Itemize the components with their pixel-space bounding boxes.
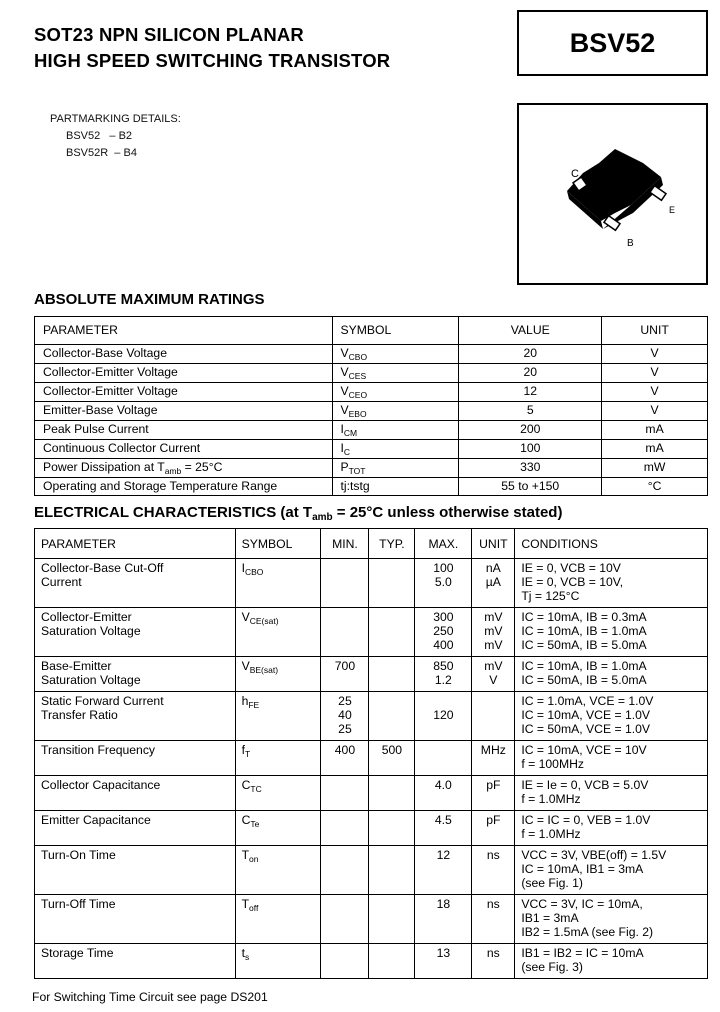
- max-value: 12: [436, 848, 451, 862]
- cell-max: [415, 776, 472, 811]
- symbol-text: V: [241, 610, 250, 624]
- symbol-text: I: [340, 441, 344, 455]
- symbol-subscript: C: [343, 447, 351, 457]
- parameter-subscript: amb: [164, 466, 182, 476]
- parameter-text: Collector-Base Voltage: [43, 346, 167, 360]
- typ-value: 500: [381, 743, 403, 757]
- cell-value: 20: [459, 364, 602, 383]
- cell-parameter: [35, 608, 236, 657]
- cell-typ: [369, 776, 415, 811]
- max-value: 4.0: [434, 778, 452, 792]
- cell-parameter: [35, 364, 333, 383]
- parameter-line: Saturation Voltage: [41, 624, 141, 638]
- condition-line: IC = IC = 0, VEB = 1.0V: [521, 813, 651, 827]
- condition-line: IE = 0, VCB = 10V,: [521, 575, 624, 589]
- part-number-box: [517, 10, 708, 76]
- condition-line: IC = 1.0mA, VCE = 1.0V: [521, 694, 654, 708]
- cell-parameter: [35, 776, 236, 811]
- cell-parameter: [35, 657, 236, 692]
- parameter-line: Saturation Voltage: [41, 673, 141, 687]
- parameter-line: Collector-Base Cut-Off: [41, 561, 164, 575]
- title-line-2: HIGH SPEED SWITCHING TRANSISTOR: [34, 50, 391, 71]
- table-row: [35, 345, 708, 364]
- parameter-line: Transition Frequency: [41, 743, 156, 757]
- footer-note: For Switching Time Circuit see page DS201: [32, 990, 268, 1004]
- cell-symbol: [332, 440, 459, 459]
- cell-parameter: [35, 459, 333, 478]
- cell-parameter: [35, 478, 333, 496]
- col-symbol: SYMBOL: [332, 317, 459, 345]
- cell-symbol: [332, 345, 459, 364]
- max-value: 850: [433, 659, 454, 673]
- max-value: 400: [433, 638, 454, 652]
- parameter-text: Power Dissipation at T: [43, 460, 165, 474]
- max-value: 120: [433, 708, 454, 722]
- condition-line: (see Fig. 1): [521, 876, 583, 890]
- symbol-subscript: CBO: [244, 567, 264, 577]
- cell-unit: V: [602, 402, 708, 421]
- symbol-text: I: [241, 561, 245, 575]
- unit-value: ns: [486, 897, 500, 911]
- table-row: [35, 944, 708, 979]
- cell-symbol: [235, 895, 321, 944]
- page-title: [34, 22, 390, 74]
- parameter-text: Operating and Storage Temperature Range: [43, 479, 278, 493]
- parameter-line: Collector-Emitter: [41, 610, 132, 624]
- cell-conditions: [515, 657, 708, 692]
- cell-value: 55 to +150: [459, 478, 602, 496]
- parameter-line: Base-Emitter: [41, 659, 112, 673]
- condition-line: IC = 10mA, IB = 1.0mA: [521, 624, 647, 638]
- cell-min: [321, 944, 369, 979]
- symbol-subscript: CES: [348, 371, 367, 381]
- cell-conditions: [515, 811, 708, 846]
- cell-typ: [369, 741, 415, 776]
- partmarking-row: BSV52R – B4: [66, 147, 137, 159]
- condition-line: IE = 0, VCB = 10V: [521, 561, 621, 575]
- parameter-text: Emitter-Base Voltage: [43, 403, 158, 417]
- cell-symbol: [235, 776, 321, 811]
- cell-symbol: [235, 944, 321, 979]
- cell-symbol: [332, 421, 459, 440]
- condition-line: (see Fig. 3): [521, 960, 583, 974]
- parameter-text: Peak Pulse Current: [43, 422, 149, 436]
- cell-value: 5: [459, 402, 602, 421]
- cell-parameter: [35, 402, 333, 421]
- cell-parameter: [35, 741, 236, 776]
- amr-title: ABSOLUTE MAXIMUM RATINGS: [34, 291, 265, 308]
- condition-line: IC = 50mA, VCE = 1.0V: [521, 722, 651, 736]
- symbol-text: I: [340, 422, 344, 436]
- cell-typ: [369, 895, 415, 944]
- unit-value: pF: [486, 778, 501, 792]
- cell-min: [321, 776, 369, 811]
- cell-min: [321, 608, 369, 657]
- parameter-line: Collector Capacitance: [41, 778, 161, 792]
- cell-parameter: [35, 846, 236, 895]
- cell-value: 100: [459, 440, 602, 459]
- symbol-text: C: [241, 778, 251, 792]
- cell-parameter: [35, 692, 236, 741]
- condition-line: IC = 10mA, IB = 0.3mA: [521, 610, 647, 624]
- parameter-line: Turn-On Time: [41, 848, 116, 862]
- col-parameter: PARAMETER: [35, 317, 333, 345]
- symbol-text: tj:tstg: [340, 479, 370, 493]
- cell-max: [415, 692, 472, 741]
- cell-value: 330: [459, 459, 602, 478]
- cell-unit: V: [602, 383, 708, 402]
- table-row: [35, 402, 708, 421]
- condition-line: IB2 = 1.5mA (see Fig. 2): [521, 925, 654, 939]
- cell-parameter: [35, 944, 236, 979]
- max-value: 300: [433, 610, 454, 624]
- cell-symbol: [235, 811, 321, 846]
- pin-e-label: E: [669, 205, 676, 215]
- symbol-subscript: Te: [250, 819, 260, 829]
- symbol-text: t: [241, 946, 245, 960]
- cell-max: [415, 944, 472, 979]
- col-min: MIN.: [321, 529, 369, 559]
- max-value: 1.2: [434, 673, 452, 687]
- table-row: [35, 776, 708, 811]
- unit-value: pF: [486, 813, 501, 827]
- cell-unit: [472, 895, 515, 944]
- table-row: [35, 478, 708, 496]
- condition-line: IC = 10mA, IB = 1.0mA: [521, 659, 647, 673]
- cell-unit: [472, 559, 515, 608]
- cell-unit: [472, 608, 515, 657]
- table-row: [35, 383, 708, 402]
- ec-title-pre: ELECTRICAL CHARACTERISTICS (at T: [34, 504, 313, 521]
- cell-unit: [472, 811, 515, 846]
- absolute-max-ratings-table: [34, 316, 708, 496]
- parameter-text: Collector-Emitter Voltage: [43, 384, 178, 398]
- cell-max: [415, 657, 472, 692]
- cell-min: [321, 692, 369, 741]
- col-conditions: CONDITIONS: [515, 529, 708, 559]
- partmarking-heading: PARTMARKING DETAILS:: [50, 113, 181, 125]
- unit-value: mV: [484, 638, 503, 652]
- symbol-subscript: FE: [248, 700, 260, 710]
- cell-conditions: [515, 559, 708, 608]
- min-value: 25: [338, 722, 352, 736]
- table-row: [35, 692, 708, 741]
- symbol-subscript: T: [244, 749, 251, 759]
- condition-line: IC = 50mA, IB = 5.0mA: [521, 673, 647, 687]
- cell-symbol: [332, 364, 459, 383]
- symbol-text: V: [340, 365, 349, 379]
- parameter-text: Continuous Collector Current: [43, 441, 201, 455]
- cell-parameter: [35, 421, 333, 440]
- table-row: [35, 421, 708, 440]
- ec-title: [34, 504, 562, 521]
- col-value: VALUE: [459, 317, 602, 345]
- cell-conditions: [515, 944, 708, 979]
- cell-symbol: [235, 846, 321, 895]
- cell-symbol: [235, 692, 321, 741]
- unit-value: V: [489, 673, 498, 687]
- sot23-package-icon: [519, 105, 706, 283]
- cell-min: [321, 657, 369, 692]
- cell-conditions: [515, 692, 708, 741]
- max-value: 4.5: [434, 813, 452, 827]
- cell-max: [415, 741, 472, 776]
- cell-symbol: [332, 478, 459, 496]
- cell-conditions: [515, 741, 708, 776]
- parameter-line: Storage Time: [41, 946, 114, 960]
- min-value: 400: [334, 743, 356, 757]
- symbol-text: P: [340, 460, 349, 474]
- symbol-text: V: [340, 346, 349, 360]
- condition-line: IC = 10mA, VCE = 1.0V: [521, 708, 651, 722]
- parameter-text: Collector-Emitter Voltage: [43, 365, 178, 379]
- table-row: [35, 811, 708, 846]
- cell-parameter: [35, 440, 333, 459]
- symbol-subscript: TOT: [348, 466, 366, 476]
- symbol-text: V: [241, 659, 250, 673]
- parameter-line: Transfer Ratio: [41, 708, 118, 722]
- symbol-text: V: [340, 384, 349, 398]
- cell-parameter: [35, 811, 236, 846]
- unit-value: mV: [484, 659, 503, 673]
- symbol-text: C: [241, 813, 251, 827]
- unit-value: nA: [485, 561, 501, 575]
- cell-typ: [369, 559, 415, 608]
- cell-symbol: [235, 608, 321, 657]
- cell-typ: [369, 608, 415, 657]
- unit-value: mV: [484, 624, 503, 638]
- cell-symbol: [235, 741, 321, 776]
- cell-unit: mW: [602, 459, 708, 478]
- condition-line: f = 100MHz: [521, 757, 584, 771]
- parameter-line: Static Forward Current: [41, 694, 164, 708]
- condition-line: IC = 10mA, IB1 = 3mA: [521, 862, 644, 876]
- min-value: 25: [338, 694, 352, 708]
- unit-value: MHz: [480, 743, 506, 757]
- title-line-1: SOT23 NPN SILICON PLANAR: [34, 24, 304, 45]
- pin-b-label: B: [627, 238, 634, 249]
- cell-unit: V: [602, 364, 708, 383]
- cell-min: [321, 559, 369, 608]
- unit-value: ns: [486, 848, 500, 862]
- cell-unit: mA: [602, 421, 708, 440]
- max-value: 18: [436, 897, 451, 911]
- ec-title-post: = 25°C unless otherwise stated): [332, 504, 563, 521]
- cell-min: [321, 741, 369, 776]
- cell-symbol: [332, 383, 459, 402]
- table-row: [35, 459, 708, 478]
- symbol-subscript: CBO: [348, 352, 368, 362]
- table-header-row: [35, 317, 708, 345]
- cell-symbol: [332, 402, 459, 421]
- symbol-text: h: [241, 694, 249, 708]
- min-value: 700: [334, 659, 356, 673]
- condition-line: f = 1.0MHz: [521, 827, 581, 841]
- symbol-text: V: [340, 403, 349, 417]
- unit-value: ns: [486, 946, 500, 960]
- cell-symbol: [235, 559, 321, 608]
- unit-value: µA: [485, 575, 501, 589]
- cell-parameter: [35, 345, 333, 364]
- cell-max: [415, 895, 472, 944]
- package-illustration: [517, 103, 708, 285]
- cell-min: [321, 846, 369, 895]
- cell-conditions: [515, 846, 708, 895]
- ec-title-sub: amb: [312, 512, 333, 523]
- cell-typ: [369, 944, 415, 979]
- cell-unit: [472, 846, 515, 895]
- parameter-line: Emitter Capacitance: [41, 813, 151, 827]
- cell-conditions: [515, 608, 708, 657]
- symbol-subscript: CE(sat): [249, 616, 279, 626]
- cell-min: [321, 895, 369, 944]
- col-parameter: PARAMETER: [35, 529, 236, 559]
- symbol-text: T: [241, 897, 250, 911]
- symbol-subscript: TC: [250, 784, 262, 794]
- max-value: 5.0: [434, 575, 452, 589]
- condition-line: VCC = 3V, IC = 10mA,: [521, 897, 643, 911]
- condition-line: VCC = 3V, VBE(off) = 1.5V: [521, 848, 667, 862]
- cell-max: [415, 608, 472, 657]
- parameter-line: Turn-Off Time: [41, 897, 116, 911]
- cell-typ: [369, 657, 415, 692]
- cell-value: 20: [459, 345, 602, 364]
- parameter-text: = 25°C: [181, 460, 223, 474]
- cell-typ: [369, 846, 415, 895]
- table-row: [35, 364, 708, 383]
- symbol-text: f: [241, 743, 245, 757]
- condition-line: IE = Ie = 0, VCB = 5.0V: [521, 778, 649, 792]
- cell-unit: mA: [602, 440, 708, 459]
- table-row: [35, 741, 708, 776]
- partmarking-row: BSV52 – B2: [66, 130, 133, 142]
- col-typ: TYP.: [369, 529, 415, 559]
- pin-c-label: C: [571, 168, 579, 180]
- table-row: [35, 895, 708, 944]
- cell-unit: [472, 741, 515, 776]
- table-row: [35, 440, 708, 459]
- cell-conditions: [515, 895, 708, 944]
- symbol-subscript: CEO: [348, 390, 368, 400]
- table-header-row: [35, 529, 708, 559]
- condition-line: IB1 = IB2 = IC = 10mA: [521, 946, 644, 960]
- electrical-characteristics-table: [34, 528, 708, 979]
- table-row: [35, 846, 708, 895]
- condition-line: Tj = 125°C: [521, 589, 580, 603]
- max-value: 250: [433, 624, 454, 638]
- cell-value: 200: [459, 421, 602, 440]
- part-number: BSV52: [569, 27, 656, 58]
- cell-unit: [472, 944, 515, 979]
- cell-value: 12: [459, 383, 602, 402]
- symbol-subscript: BE(sat): [249, 665, 279, 675]
- cell-unit: [472, 657, 515, 692]
- col-unit: UNIT: [602, 317, 708, 345]
- symbol-subscript: on: [249, 854, 259, 864]
- col-unit: UNIT: [472, 529, 515, 559]
- cell-symbol: [235, 657, 321, 692]
- cell-max: [415, 811, 472, 846]
- cell-max: [415, 846, 472, 895]
- cell-typ: [369, 692, 415, 741]
- symbol-subscript: CM: [343, 428, 358, 438]
- cell-symbol: [332, 459, 459, 478]
- table-row: [35, 608, 708, 657]
- col-symbol: SYMBOL: [235, 529, 321, 559]
- table-row: [35, 559, 708, 608]
- cell-unit: [472, 776, 515, 811]
- condition-line: IB1 = 3mA: [521, 911, 579, 925]
- col-max: MAX.: [415, 529, 472, 559]
- condition-line: IC = 10mA, VCE = 10V: [521, 743, 647, 757]
- cell-unit: °C: [602, 478, 708, 496]
- max-value: 100: [433, 561, 454, 575]
- unit-value: mV: [484, 610, 503, 624]
- cell-typ: [369, 811, 415, 846]
- cell-max: [415, 559, 472, 608]
- symbol-subscript: s: [244, 952, 250, 962]
- symbol-subscript: off: [249, 903, 259, 913]
- condition-line: f = 1.0MHz: [521, 792, 581, 806]
- symbol-text: T: [241, 848, 250, 862]
- cell-parameter: [35, 383, 333, 402]
- cell-parameter: [35, 895, 236, 944]
- max-value: [421, 694, 465, 708]
- max-value: 13: [436, 946, 451, 960]
- parameter-line: Current: [41, 575, 82, 589]
- cell-unit: [472, 692, 515, 741]
- table-row: [35, 657, 708, 692]
- cell-conditions: [515, 776, 708, 811]
- cell-parameter: [35, 559, 236, 608]
- min-value: 40: [338, 708, 352, 722]
- cell-min: [321, 811, 369, 846]
- cell-unit: V: [602, 345, 708, 364]
- symbol-subscript: EBO: [348, 409, 367, 419]
- partmarking-details: [50, 111, 181, 162]
- condition-line: IC = 50mA, IB = 5.0mA: [521, 638, 647, 652]
